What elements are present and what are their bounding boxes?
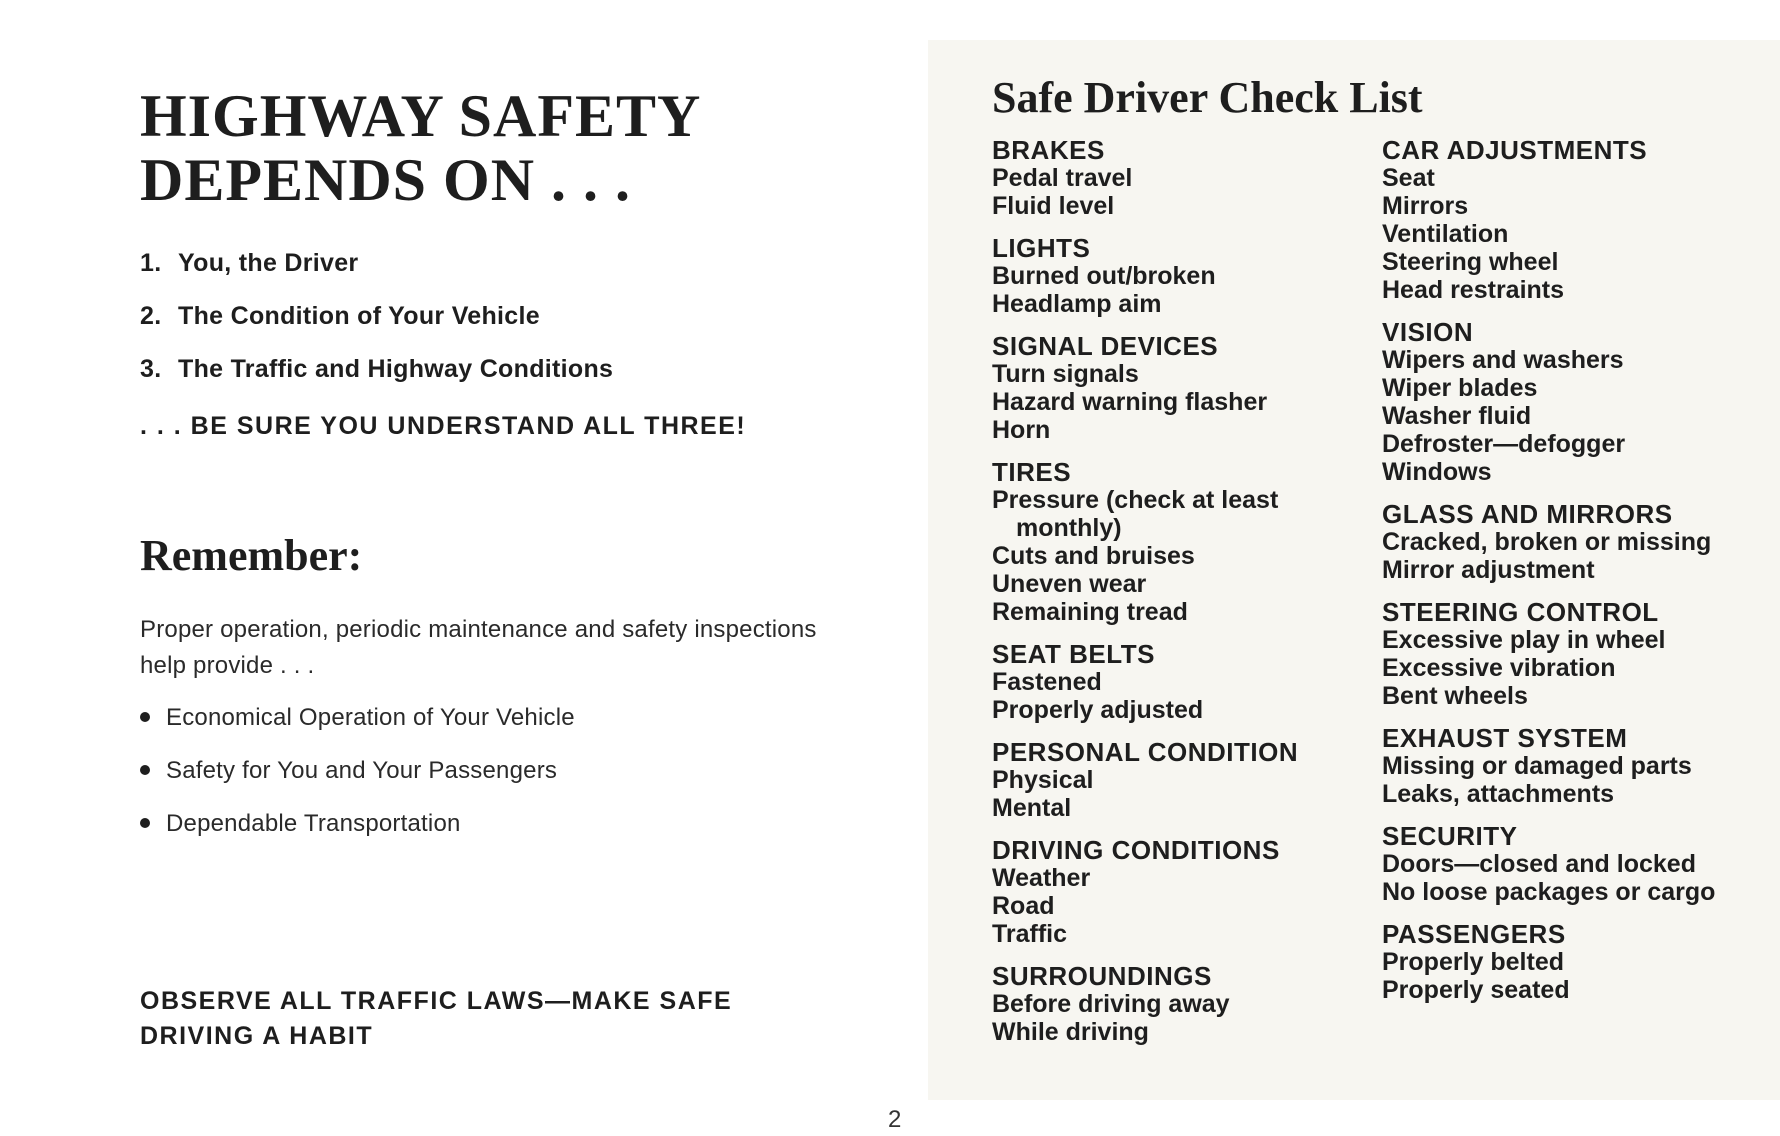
checklist-item: Pedal travel	[992, 164, 1133, 192]
checklist-group	[992, 332, 1372, 444]
main-title-line1: HIGHWAY SAFETY	[140, 83, 702, 149]
checklist-group-heading: SURROUNDINGS	[992, 961, 1212, 991]
checklist-items	[1382, 164, 1762, 304]
page-number: 2	[888, 1106, 902, 1133]
checklist-items	[992, 164, 1372, 220]
depends-item-number: 2.	[140, 302, 162, 330]
checklist-group	[992, 458, 1372, 626]
benefit-list	[140, 700, 575, 859]
checklist-item: Cuts and bruises	[992, 542, 1195, 570]
main-title-line2: DEPENDS ON . . .	[140, 147, 632, 213]
checklist-group	[1382, 500, 1762, 584]
checklist-items	[992, 766, 1372, 822]
bullet-icon	[140, 712, 150, 722]
checklist-item: Physical	[992, 766, 1094, 794]
checklist-group-heading: GLASS AND MIRRORS	[1382, 499, 1673, 529]
benefit-item	[140, 753, 575, 806]
checklist-group-heading: PASSENGERS	[1382, 919, 1566, 949]
checklist-item: Properly adjusted	[992, 696, 1204, 724]
checklist-item: Missing or damaged parts	[1382, 752, 1692, 780]
checklist-item: Wiper blades	[1382, 374, 1538, 402]
depends-item	[140, 299, 613, 352]
be-sure-text: . . . BE SURE YOU UNDERSTAND ALL THREE!	[140, 412, 747, 440]
depends-item-text: The Condition of Your Vehicle	[178, 302, 540, 330]
checklist-group	[992, 962, 1372, 1046]
checklist-item: Defroster—defogger	[1382, 430, 1626, 458]
checklist-item: monthly)	[1016, 514, 1122, 542]
bullet-icon	[140, 765, 150, 775]
checklist-group-heading: BRAKES	[992, 135, 1105, 165]
observe-text: OBSERVE ALL TRAFFIC LAWS—MAKE SAFE DRIVING A HABIT	[140, 987, 733, 1050]
checklist-item: While driving	[992, 1018, 1149, 1046]
benefit-text: Economical Operation of Your Vehicle	[166, 704, 575, 731]
checklist-items	[992, 360, 1372, 444]
checklist-item: Head restraints	[1382, 276, 1565, 304]
depends-item-text: The Traffic and Highway Conditions	[178, 355, 614, 383]
checklist-item: Uneven wear	[992, 570, 1147, 598]
checklist-item: Mirror adjustment	[1382, 556, 1595, 584]
checklist-item: Leaks, attachments	[1382, 780, 1615, 808]
checklist-group	[1382, 920, 1762, 1004]
checklist-group-heading: CAR ADJUSTMENTS	[1382, 135, 1648, 165]
checklist-items	[1382, 346, 1762, 486]
checklist-item: No loose packages or cargo	[1382, 878, 1716, 906]
bullet-icon	[140, 818, 150, 828]
depends-item-number: 1.	[140, 249, 162, 277]
checklist-item: Burned out/broken	[992, 262, 1216, 290]
checklist-item: Mental	[992, 794, 1072, 822]
benefit-text: Dependable Transportation	[166, 810, 461, 837]
checklist-title: Safe Driver Check List	[992, 73, 1423, 122]
checklist-group-heading: PERSONAL CONDITION	[992, 737, 1299, 767]
checklist-item: Fastened	[992, 668, 1102, 696]
depends-item	[140, 352, 613, 405]
checklist-group	[992, 234, 1372, 318]
checklist-group-heading: SEAT BELTS	[992, 639, 1155, 669]
checklist-group	[1382, 724, 1762, 808]
checklist-group	[1382, 136, 1762, 304]
checklist-group	[1382, 822, 1762, 906]
checklist-group	[1382, 318, 1762, 486]
checklist-item: Cracked, broken or missing	[1382, 528, 1712, 556]
checklist-item: Hazard warning flasher	[992, 388, 1268, 416]
checklist-group-heading: EXHAUST SYSTEM	[1382, 723, 1628, 753]
checklist-items	[992, 262, 1372, 318]
checklist-item: Horn	[992, 416, 1051, 444]
checklist-group	[992, 738, 1372, 822]
remember-title: Remember:	[140, 531, 363, 580]
checklist-item: Ventilation	[1382, 220, 1509, 248]
checklist-group-heading: STEERING CONTROL	[1382, 597, 1659, 627]
checklist-item: Traffic	[992, 920, 1068, 948]
checklist-group	[992, 836, 1372, 948]
checklist-items	[1382, 850, 1762, 906]
depends-item-number: 3.	[140, 355, 162, 383]
right-page	[928, 40, 1780, 1100]
checklist-group-heading: SIGNAL DEVICES	[992, 331, 1219, 361]
checklist-item: Headlamp aim	[992, 290, 1162, 318]
checklist-item: Fluid level	[992, 192, 1115, 220]
checklist-group-heading: LIGHTS	[992, 233, 1091, 263]
checklist-item: Seat	[1382, 164, 1435, 192]
checklist-group-heading: VISION	[1382, 317, 1474, 347]
checklist-item: Road	[992, 892, 1055, 920]
checklist-items	[992, 668, 1372, 724]
checklist-group-heading: TIRES	[992, 457, 1072, 487]
checklist-group	[1382, 598, 1762, 710]
checklist-item: Weather	[992, 864, 1091, 892]
checklist-group	[992, 136, 1372, 220]
checklist-item: Before driving away	[992, 990, 1230, 1018]
checklist-item: Doors—closed and locked	[1382, 850, 1696, 878]
checklist-item: Remaining tread	[992, 598, 1188, 626]
checklist-item: Excessive play in wheel	[1382, 626, 1666, 654]
checklist-items	[992, 864, 1372, 948]
checklist-items	[992, 990, 1372, 1046]
depends-item-text: You, the Driver	[178, 249, 359, 277]
depends-list	[140, 246, 613, 405]
depends-item	[140, 246, 613, 299]
checklist-left-column	[992, 136, 1372, 1060]
checklist-item: Wipers and washers	[1382, 346, 1624, 374]
benefit-item	[140, 806, 575, 859]
checklist-group-heading: SECURITY	[1382, 821, 1518, 851]
checklist-item: Pressure (check at least	[992, 486, 1279, 514]
checklist-item: Turn signals	[992, 360, 1139, 388]
checklist-item: Steering wheel	[1382, 248, 1559, 276]
checklist-item: Windows	[1382, 458, 1492, 486]
checklist-item: Washer fluid	[1382, 402, 1532, 430]
checklist-group-heading: DRIVING CONDITIONS	[992, 835, 1280, 865]
checklist-item: Properly belted	[1382, 948, 1564, 976]
checklist-items	[1382, 626, 1762, 710]
checklist-item: Excessive vibration	[1382, 654, 1616, 682]
checklist-group	[992, 640, 1372, 724]
checklist-right-column	[1382, 136, 1762, 1018]
checklist-items	[1382, 948, 1762, 1004]
checklist-items	[1382, 528, 1762, 584]
checklist-items	[1382, 752, 1762, 808]
checklist-item: Bent wheels	[1382, 682, 1528, 710]
benefit-text: Safety for You and Your Passengers	[166, 757, 558, 784]
benefit-item	[140, 700, 575, 753]
checklist-item: Properly seated	[1382, 976, 1570, 1004]
main-title	[140, 84, 701, 212]
checklist-items	[992, 486, 1372, 626]
checklist-item: Mirrors	[1382, 192, 1469, 220]
intro-text: Proper operation, periodic maintenance and safety inspections help provide . . .	[140, 616, 817, 679]
